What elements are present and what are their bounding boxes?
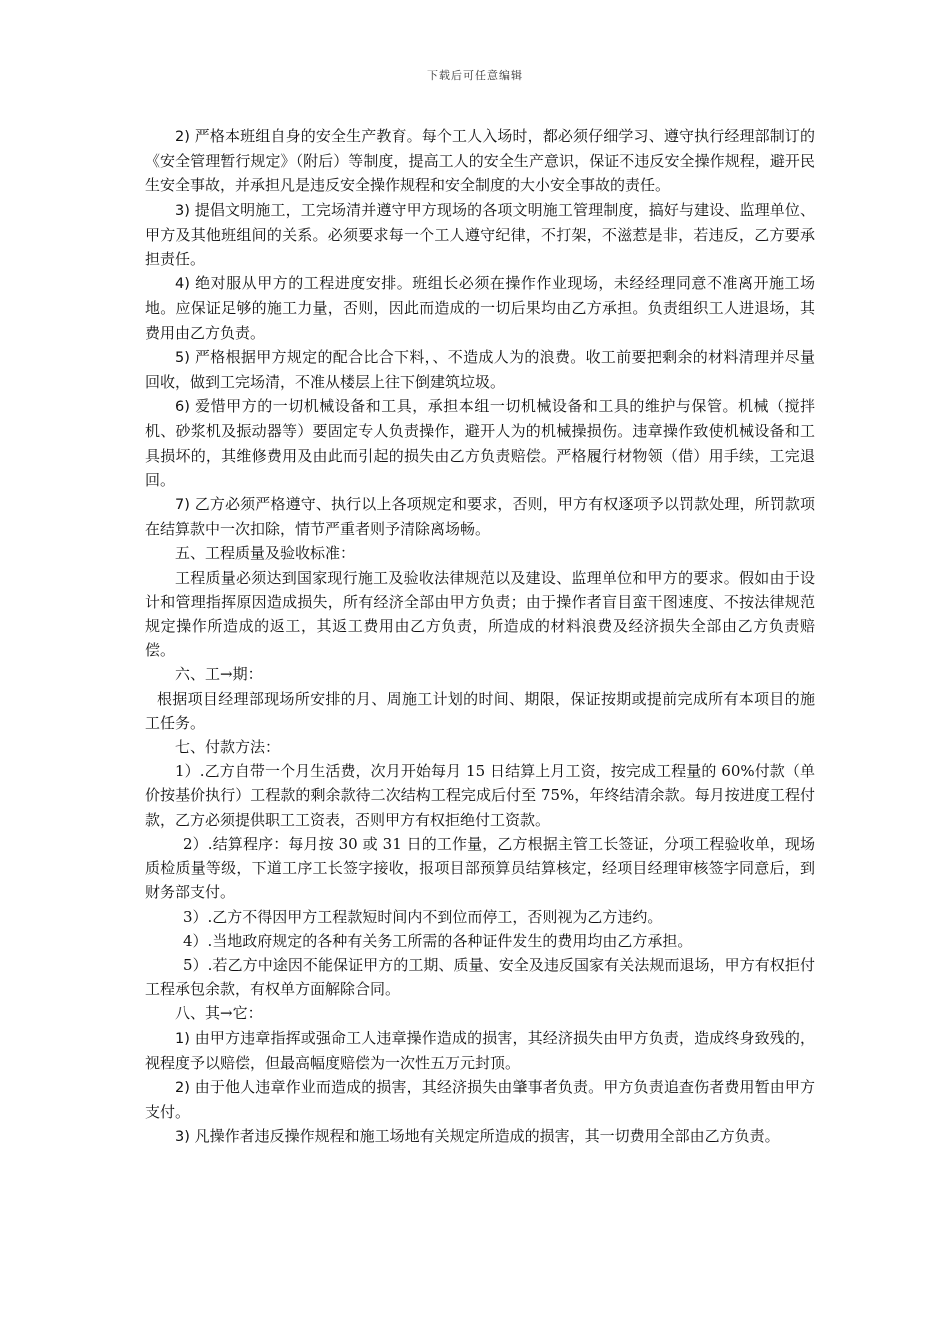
clause-text: 由于他人违章作业而造成的损害，其经济损失由肇事者负责。甲方负责追查伤者费用暂由甲方支付。: [145, 1077, 815, 1122]
payment-clause: 3）.乙方不得因甲方工程款短时间内不到位而停工，否则视为乙方违约。: [183, 907, 663, 926]
page-header: 下载后可任意编辑: [427, 69, 523, 82]
clause-text: 乙方必须严格遵守、执行以上各项规定和要求，否则，甲方有权逐项予以罚款处理，所罚款项在结算款中一次扣除，情节严重者则予清除离场畅。: [145, 495, 815, 539]
payment-clause: 4）.当地政府规定的各种有关务工所需的各种证件发生的费用均由乙方承担。: [183, 931, 693, 950]
clause-paragraph: [145, 1026, 815, 1075]
body-paragraph: 根据项目经理部现场所安排的月、周施工计划的时间、期限，保证按期或提前完成所有本项目的施工任务。: [145, 689, 815, 732]
clause-number: 1): [175, 1030, 190, 1047]
clause-text: 严格本班组自身的安全生产教育。每个工人入场时，都必须仔细学习、遵守执行经理部制订的《安全管理暂行规定》（附后）等制度，提高工人的安全生产意识，保证不违反安全操作规程，避开民生安全事故，并承担凡是违反安全操作规程和安全制度的大小安全事故的责任。: [145, 127, 815, 195]
payment-clause: 2）.结算程序：每月按 30 或 31 日的工作量，乙方根据主管工长签证，分项工程验收单，现场质检质量等级，下道工序工长签字接收，报项目部预算员结算核定，经项目经理审核签字同意后，到财务部支付。: [145, 834, 815, 902]
clause-paragraph: [145, 394, 815, 492]
clause-text: 由甲方违章指挥或强命工人违章操作造成的损害，其经济损失由甲方负责，造成终身致残的，视程度予以赔偿，但最高幅度赔偿为一次性五万元封顶。: [145, 1028, 815, 1072]
clause-text: 凡操作者违反操作规程和施工场地有关规定所造成的损害，其一切费用全部由乙方负责。: [189, 1127, 780, 1146]
section-heading: 八、其→它：: [175, 1004, 263, 1023]
clause-number: 4): [175, 276, 190, 293]
clause-paragraph: [145, 345, 815, 394]
clause-paragraph: [145, 124, 815, 198]
clause-text: 绝对服从甲方的工程进度安排。班组长必须在操作作业现场，未经经理同意不准离开施工场地。应保证足够的施工力量，否则，因此而造成的一切后果均由乙方承担。负责组织工人进退场，其费用由乙方负责。: [145, 274, 815, 342]
clause-paragraph: [145, 198, 815, 272]
clause-text: 提倡文明施工，工完场清并遵守甲方现场的各项文明施工管理制度，搞好与建设、监理单位、甲方及其他班组间的关系。必须要求每一个工人遵守纪律，不打架，不滋惹是非，若违反，乙方要承担责任。: [145, 200, 815, 269]
clause-number: 7): [175, 497, 190, 514]
clause-paragraph: [145, 1075, 815, 1124]
document-body: [145, 124, 815, 1150]
clause-number: 2): [175, 1079, 190, 1096]
section-heading: 六、工→期：: [175, 665, 263, 684]
section-heading: 七、付款方法：: [175, 738, 281, 757]
clause-number: 3): [175, 1129, 190, 1146]
clause-paragraph: [145, 492, 815, 541]
clause-number: 6): [175, 399, 190, 416]
clause-paragraph: [145, 271, 815, 345]
clause-text: 严格根据甲方规定的配合比合下料，、不造成人为的浪费。收工前要把剩余的材料清理并尽量回收，做到工完场清，不准从楼层上往下倒建筑垃圾。: [145, 347, 815, 392]
clause-number: 2): [175, 129, 190, 145]
clause-number: 5): [175, 349, 190, 366]
body-paragraph: 工程质量必须达到国家现行施工及验收法律规范以及建设、监理单位和甲方的要求。假如由于设计和管理指挥原因造成损失，所有经济全部由甲方负责；由于操作者盲目蛮干图速度、不按法律规范规定操作所造成的返工，其返工费用由乙方负责，所造成的材料浪费及经济损失全部由乙方负责赔偿。: [145, 568, 815, 660]
section-heading: 五、工程质量及验收标准：: [175, 544, 356, 563]
clause-number: 3): [175, 202, 190, 219]
clause-paragraph: [145, 1124, 815, 1149]
clause-text: 爱惜甲方的一切机械设备和工具，承担本组一切机械设备和工具的维护与保管。机械（搅拌机、砂浆机及振动器等）要固定专人负责操作，避开人为的机械操损伤。违章操作致使机械设备和工具损坏的，其维修费用及由此而引起的损失由乙方负责赔偿。严格履行材物领（借）用手续，工完退回。: [145, 397, 815, 489]
payment-clause: 5）.若乙方中途因不能保证甲方的工期、质量、安全及违反国家有关法规而退场，甲方有权拒付工程承包余款，有权单方面解除合同。: [145, 955, 815, 999]
payment-clause: 1）.乙方自带一个月生活费，次月开始每月 15 日结算上月工资，按完成工程量的 60%付款（单价按基价执行）工程款的剩余款待二次结构工程完成后付至 75%，年终结清余款。每月按进度工程付款，乙方必须提供职工工资表，否则甲方有权拒绝付工资款。: [145, 762, 815, 829]
